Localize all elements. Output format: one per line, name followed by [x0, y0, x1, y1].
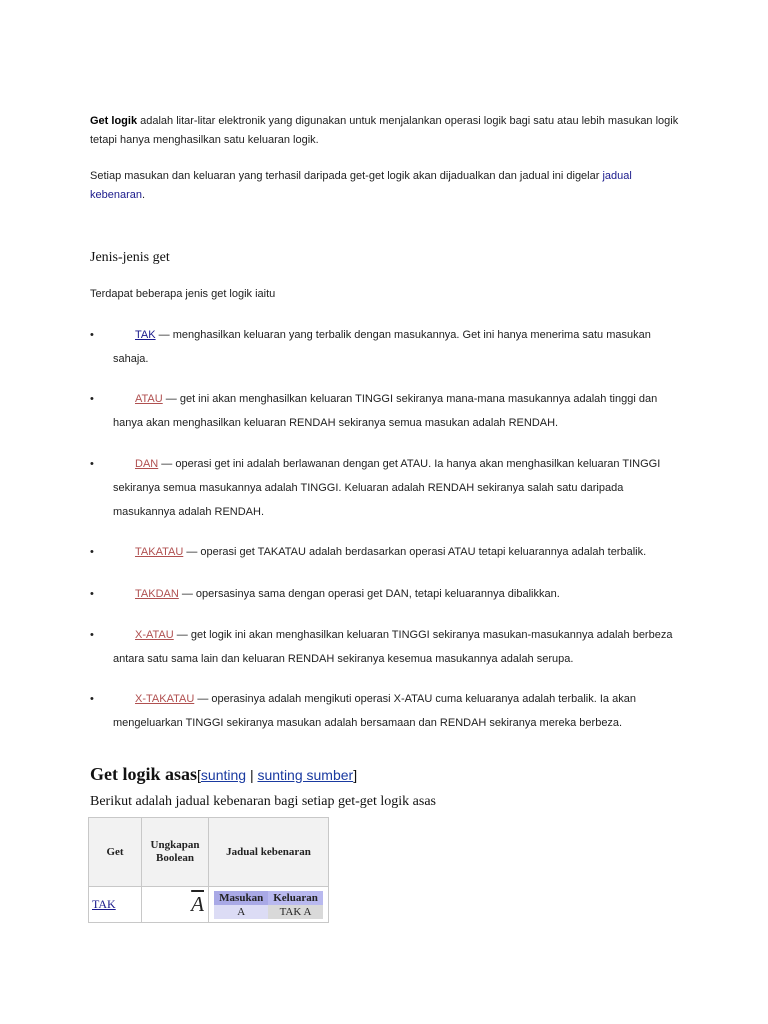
- gate-link-tak[interactable]: TAK: [135, 329, 156, 341]
- bullet-icon: •: [90, 458, 94, 470]
- bullet-icon: •: [90, 546, 94, 558]
- second-end: .: [142, 189, 146, 201]
- truth-cell-input: A: [214, 905, 268, 919]
- table-row: [89, 887, 329, 923]
- section-heading-jenis: Jenis-jenis get: [90, 250, 170, 265]
- edit-links: [197, 767, 357, 783]
- bullet-icon: •: [90, 588, 94, 600]
- bullet-icon: •: [90, 693, 94, 705]
- gate-link-x-takatau[interactable]: X-TAKATAU: [135, 693, 195, 705]
- section-intro: Terdapat beberapa jenis get logik iaitu: [90, 288, 276, 300]
- section2-intro: Berikut adalah jadual kebenaran bagi setiap get-get logik asas: [90, 794, 436, 809]
- header-boolean: Ungkapan Boolean: [142, 818, 209, 887]
- gate-desc: — operasinya adalah mengikuti operasi X-ATAU cuma keluaranya adalah terbalik. Ia akan mengeluarkan TINGGI sekiranya masukan adalah bersamaan dan RENDAH sekiranya mereka berbeza.: [113, 693, 636, 729]
- jadual-kebenaran-link[interactable]: jadual kebenaran: [90, 170, 632, 201]
- bracket-open: [: [197, 767, 201, 783]
- truth-header-output: Keluaran: [268, 891, 323, 905]
- edit-source-link[interactable]: sunting sumber: [257, 767, 354, 783]
- gate-desc: — operasi get TAKATAU adalah berdasarkan operasi ATAU tetapi keluarannya adalah terbalik.: [183, 546, 647, 558]
- truth-table: [88, 817, 329, 923]
- gate-desc: — opersasinya sama dengan operasi get DAN, tetapi keluarannya dibalikkan.: [178, 588, 560, 600]
- intro-text: adalah litar-litar elektronik yang digunakan untuk menjalankan operasi logik bagi satu atau lebih masukan logik tetapi hanya menghasilkan satu keluaran logik.: [90, 115, 679, 146]
- edit-link[interactable]: sunting: [200, 767, 247, 783]
- header-get: Get: [89, 818, 142, 887]
- truth-header-input: Masukan: [214, 891, 268, 905]
- gate-desc: — menghasilkan keluaran yang terbalik dengan masukannya. Get ini hanya menerima satu masukan sahaja.: [113, 329, 651, 365]
- second-text: Setiap masukan dan keluaran yang terhasil daripada get-get logik akan dijadualkan dan jadual ini digelar: [90, 170, 603, 182]
- gate-desc: — get logik ini akan menghasilkan keluaran TINGGI sekiranya masukan-masukannya adalah berbeza antara satu sama lain dan keluaran RENDAH sekiranya kesemua masukannya adalah serupa.: [113, 629, 673, 665]
- gate-link-x-atau[interactable]: X-ATAU: [135, 629, 174, 641]
- gate-link-takatau[interactable]: TAKATAU: [135, 546, 184, 558]
- bullet-icon: •: [90, 393, 94, 405]
- table-header-row: [89, 818, 329, 887]
- truth-table-paragraph: [90, 167, 680, 205]
- bracket-close: ]: [353, 767, 358, 783]
- truth-cell-output: TAK A: [268, 905, 323, 919]
- gate-desc: — operasi get ini adalah berlawanan dengan get ATAU. Ia hanya akan menghasilkan keluaran TINGGI sekiranya semua masukannya adalah TINGGI. Keluaran adalah RENDAH sekiranya salah satu daripada masukannya adalah RENDAH.: [113, 458, 661, 518]
- bullet-icon: •: [90, 329, 94, 341]
- header-truth: Jadual kebenaran: [209, 818, 329, 887]
- gate-link-dan[interactable]: DAN: [135, 458, 159, 470]
- section2-title: Get logik asas: [90, 764, 198, 784]
- edit-separator: |: [246, 767, 258, 783]
- section-heading-asas: [90, 764, 357, 785]
- gate-link-takdan[interactable]: TAKDAN: [135, 588, 179, 600]
- gate-link-atau[interactable]: ATAU: [135, 393, 163, 405]
- inner-truth-table: [214, 891, 323, 919]
- bullet-icon: •: [90, 629, 94, 641]
- boolean-expression: $\overline{A}$: [191, 892, 204, 916]
- intro-paragraph: [90, 112, 680, 150]
- intro-term: Get logik: [90, 115, 138, 127]
- gate-desc: — get ini akan menghasilkan keluaran TINGGI sekiranya mana-mana masukannya adalah tinggi dan hanya akan menghasilkan keluaran RENDAH sekiranya semua masukan adalah RENDAH.: [113, 393, 658, 429]
- table-gate-link-tak[interactable]: TAK: [92, 897, 116, 911]
